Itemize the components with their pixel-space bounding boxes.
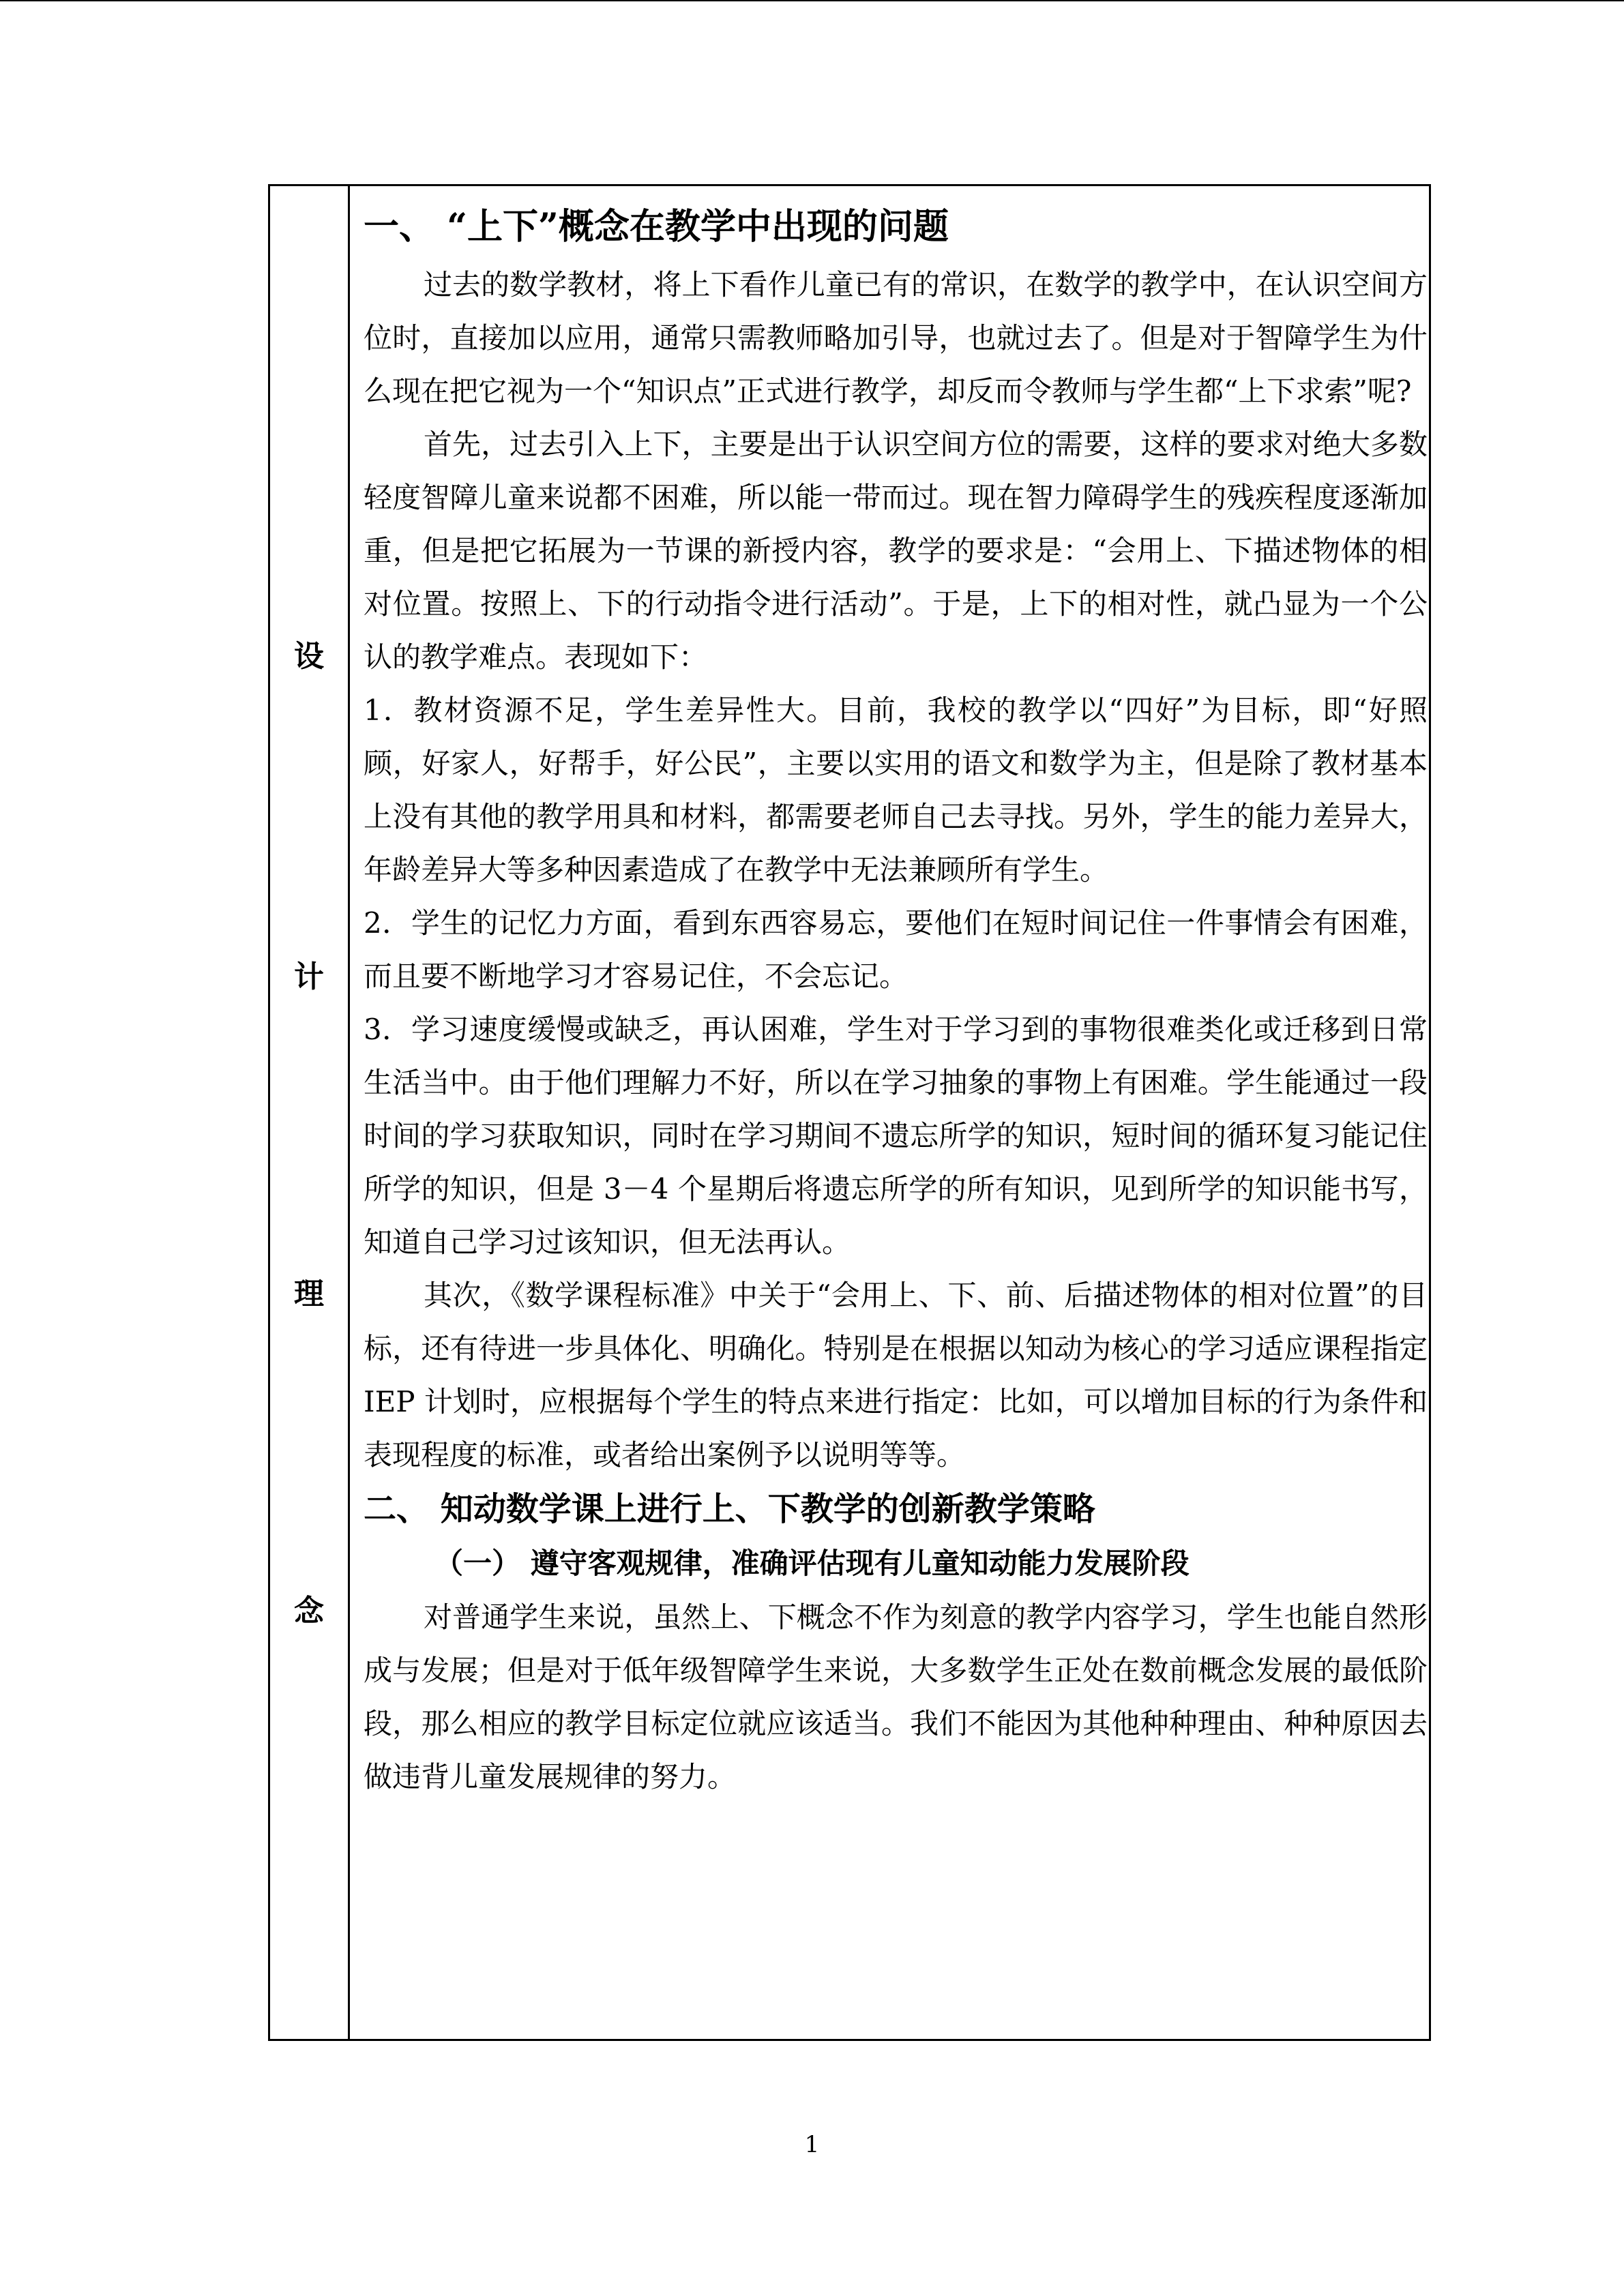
side-label-column bbox=[270, 186, 350, 2039]
section-1-paragraph-1: 过去的数学教材，将上下看作儿童已有的常识，在数学的教学中，在认识空间方位时，直接加以应用，通常只需教师略加引导，也就过去了。但是对于智障学生为什么现在把它视为一个“知识点”正式进行教学，却反而令教师与学生都“上下求索”呢? bbox=[364, 268, 1428, 408]
side-label-char-3: 理 bbox=[294, 1277, 324, 1311]
problem-point-3: 3．学习速度缓慢或缺乏，再认困难，学生对于学习到的事物很难类化或迁移到日常生活当中。由于他们理解力不好，所以在学习抽象的事物上有困难。学生能通过一段时间的学习获取知识，同时在学习期间不遗忘所学的知识，短时间的循环复习能记住所学的知识，但是 3－4 个星期后将遗忘所学的所有知识，见到所学的知识能书写，知道自己学习过该知识，但无法再认。 bbox=[364, 1013, 1428, 1259]
side-label-char-1: 设 bbox=[294, 639, 324, 674]
section-2-heading: 二、 知动数学课上进行上、下教学的创新教学策略 bbox=[364, 1490, 1095, 1528]
section-2-paragraph: 对普通学生来说，虽然上、下概念不作为刻意的教学内容学习，学生也能自然形成与发展；但是对于低年级智障学生来说，大多数学生正处在数前概念发展的最低阶段，那么相应的教学目标定位就应该适当。我们不能因为其他种种理由、种种原因去做违背儿童发展规律的努力。 bbox=[364, 1600, 1428, 1793]
section-1-paragraph-2: 首先，过去引入上下，主要是出于认识空间方位的需要，这样的要求对绝大多数轻度智障儿童来说都不困难，所以能一带而过。现在智力障碍学生的残疾程度逐渐加重，但是把它拓展为一节课的新授内容，教学的要求是：“会用上、下描述物体的相对位置。按照上、下的行动指令进行活动”。于是，上下的相对性，就凸显为一个公认的教学难点。表现如下： bbox=[364, 428, 1428, 674]
problem-point-1: 1．教材资源不足，学生差异性大。目前，我校的教学以“四好”为目标，即“好照顾，好家人，好帮手，好公民”，主要以实用的语文和数学为主，但是除了教材基本上没有其他的教学用具和材料，都需要老师自己去寻找。另外，学生的能力差异大，年龄差异大等多种因素造成了在教学中无法兼顾所有学生。 bbox=[364, 694, 1428, 886]
side-label-char-4: 念 bbox=[294, 1594, 324, 1628]
content-column bbox=[350, 186, 1429, 2039]
content-body bbox=[364, 196, 1428, 1804]
section-1-heading: 一、 “上下”概念在教学中出现的问题 bbox=[364, 206, 949, 248]
section-2-subheading: （一） 遵守客观规律，准确评估现有儿童知动能力发展阶段 bbox=[434, 1547, 1190, 1580]
design-concept-table bbox=[268, 184, 1431, 2041]
page-top-rule bbox=[0, 0, 1624, 1]
page-number: 1 bbox=[804, 2131, 820, 2158]
problem-point-2: 2．学生的记忆力方面，看到东西容易忘，要他们在短时间记住一件事情会有困难，而且要不断地学习才容易记住，不会忘记。 bbox=[364, 906, 1428, 993]
section-1-closing-paragraph: 其次，《数学课程标准》中关于“会用上、下、前、后描述物体的相对位置”的目标，还有待进一步具体化、明确化。特别是在根据以知动为核心的学习适应课程指定 IEP 计划时，应根据每个学生的特点来进行指定：比如，可以增加目标的行为条件和表现程度的标准，或者给出案例予以说明等等。 bbox=[364, 1279, 1428, 1472]
side-label-char-2: 计 bbox=[294, 959, 324, 994]
